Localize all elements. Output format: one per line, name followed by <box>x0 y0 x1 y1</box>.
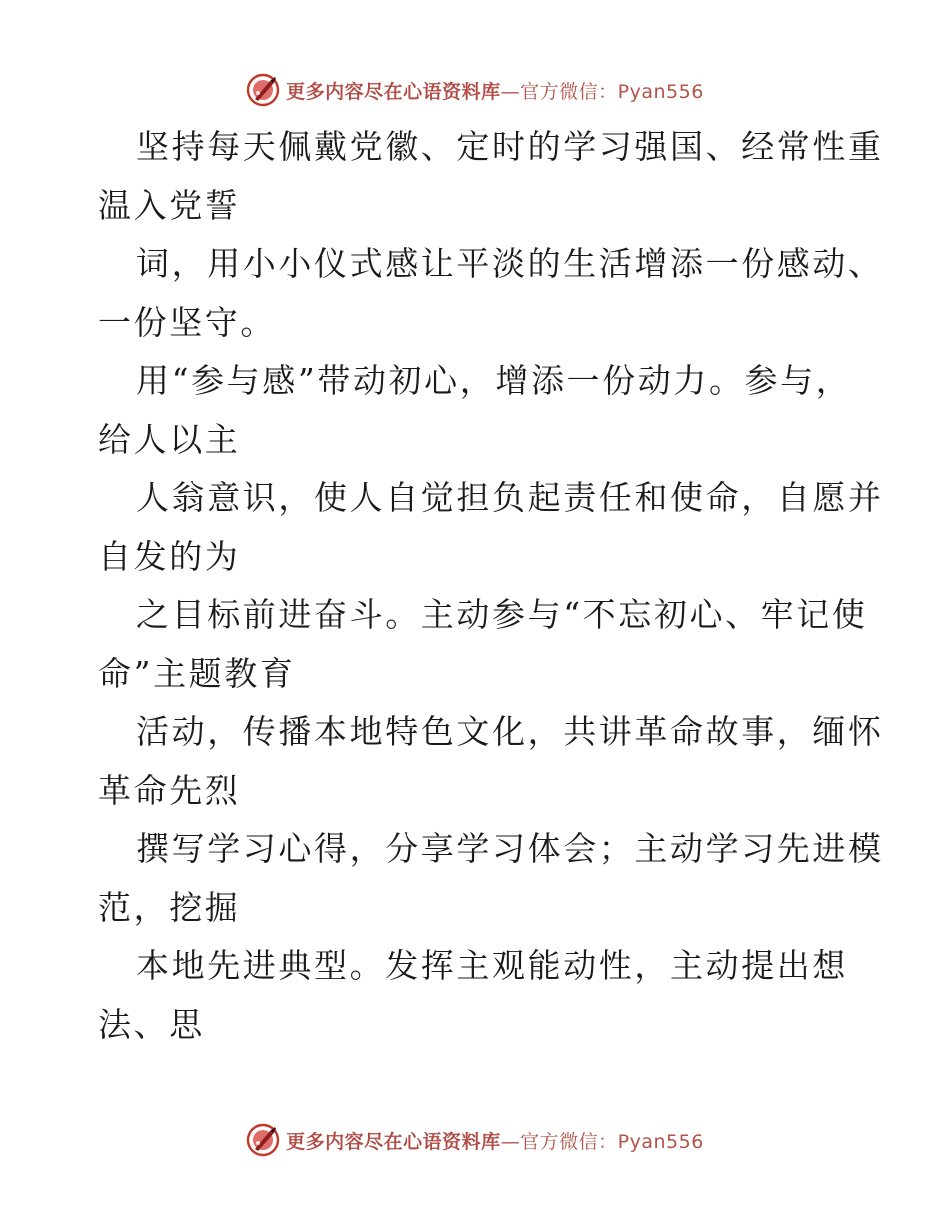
banner-wechat: 官方微信：Pyan556 <box>520 80 704 103</box>
text-line: 自发的为 <box>98 536 241 576</box>
text-line: 温入党誓 <box>98 185 241 225</box>
text-line: 革命先烈 <box>98 770 241 810</box>
banner-lead: 更多内容尽在心语资料库 <box>286 80 501 103</box>
banner-dash: — <box>500 80 521 103</box>
banner-text <box>286 1127 704 1154</box>
text-line: 之目标前进奋斗。主动参与“不忘初心、牢记使 <box>136 595 868 634</box>
text-line: 给人以主 <box>98 419 241 459</box>
banner-wechat: 官方微信：Pyan556 <box>520 1130 704 1153</box>
text-line: 本地先进典型。发挥主观能动性，主动提出想 <box>136 946 848 985</box>
text-line: 词，用小小仪式感让平淡的生活增添一份感动、 <box>136 244 884 283</box>
text-line: 活动，传播本地特色文化，共讲革命故事，缅怀 <box>136 712 884 751</box>
document-body <box>98 118 884 1054</box>
quill-pen-logo-icon <box>246 73 280 107</box>
text-line: 命”主题教育 <box>98 653 296 693</box>
text-line: 范，挖掘 <box>98 887 241 927</box>
text-line: 撰写学习心得，分享学习体会；主动学习先进模 <box>136 829 884 868</box>
banner-lead: 更多内容尽在心语资料库 <box>286 1130 501 1153</box>
header-banner <box>0 70 950 110</box>
banner-dash: — <box>500 1130 521 1153</box>
text-line: 法、思 <box>98 1004 205 1044</box>
text-line: 人翁意识，使人自觉担负起责任和使命，自愿并 <box>136 478 884 517</box>
text-line: 一份坚守。 <box>98 302 276 342</box>
footer-banner <box>0 1120 950 1160</box>
quill-pen-logo-icon <box>246 1123 280 1157</box>
text-line: 坚持每天佩戴党徽、定时的学习强国、经常性重 <box>136 127 884 166</box>
banner-text <box>286 77 704 104</box>
text-line: 用“参与感”带动初心，增添一份动力。参与， <box>136 361 852 400</box>
